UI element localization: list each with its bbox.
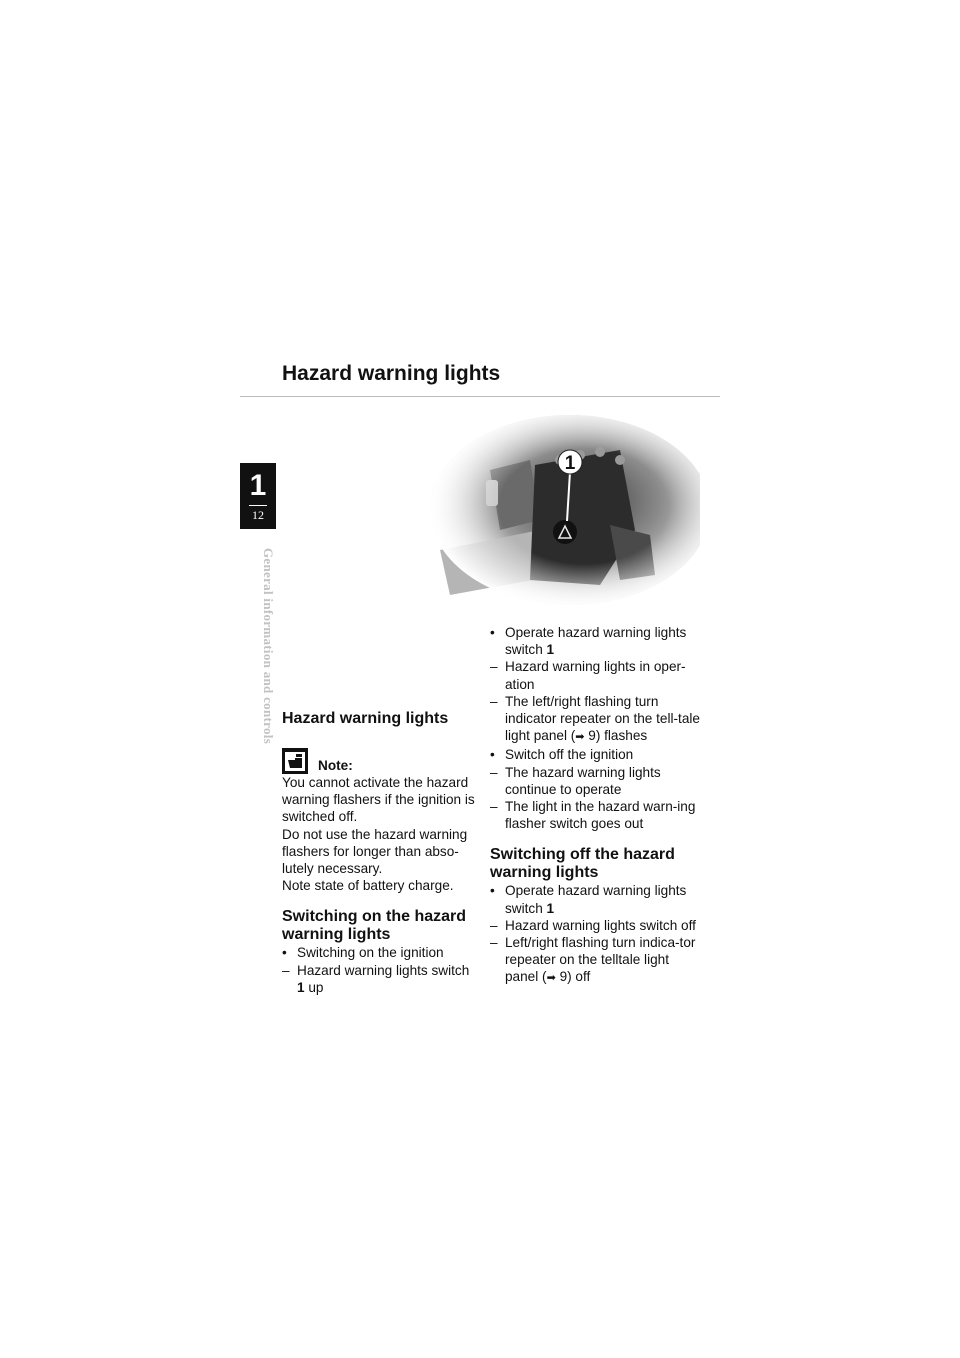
list-item: – Hazard warning lights switch off [490,917,700,934]
note-hand-icon [282,748,308,774]
list-item: • Switch off the ignition [490,746,700,763]
list-item: • Operate hazard warning lights switch 1 [490,624,700,658]
chapter-number: 1 [249,469,267,502]
note-label: Note: [318,757,353,773]
page-number: 12 [252,508,264,522]
list-item: • Switching on the ignition [282,944,478,961]
chapter-tab [240,463,276,529]
note-line: Note state of battery charge. [282,878,454,894]
switch-off-steps [490,882,700,987]
chapter-tab-divider [249,505,267,506]
note-block [282,746,478,894]
reference-arrow-icon: ➡ [546,972,556,985]
handlebar-switch-photo [420,410,700,610]
list-item: – Hazard warning lights in oper-ation [490,658,700,692]
note-line: You cannot activate the hazard warning flashers if the ignition is switched off. [282,775,475,825]
list-item: – The left/right flashing turn indicator repeater on the tell-tale light panel (➡ 9) flashes [490,693,700,747]
header-divider [240,396,720,397]
section-heading-switch-off: Switching off the hazard warning lights [490,846,675,882]
section-heading-hazard: Hazard warning lights [282,710,449,727]
reference-arrow-icon: ➡ [575,731,585,744]
left-column [282,710,478,996]
switch-on-steps [282,944,478,996]
list-item: – The hazard warning lights continue to operate [490,764,700,798]
note-line: Do not use the hazard warning flashers for longer than abso-lutely necessary. [282,826,468,877]
chapter-side-title: General information and controls [261,548,276,745]
page-title: Hazard warning lights [282,362,501,385]
list-item: – The light in the hazard warn-ing flasher switch goes out [490,798,700,832]
figure-callout-1: 1 [564,453,576,474]
section-heading-switch-on: Switching on the hazard warning lights [282,908,467,944]
operation-steps [490,624,700,832]
list-item: – Left/right flashing turn indica-tor repeater on the telltale light panel (➡ 9) off [490,934,700,988]
list-item: • Operate hazard warning lights switch 1 [490,882,700,916]
list-item: – Hazard warning lights switch 1 up [282,962,478,996]
right-column [490,624,700,988]
